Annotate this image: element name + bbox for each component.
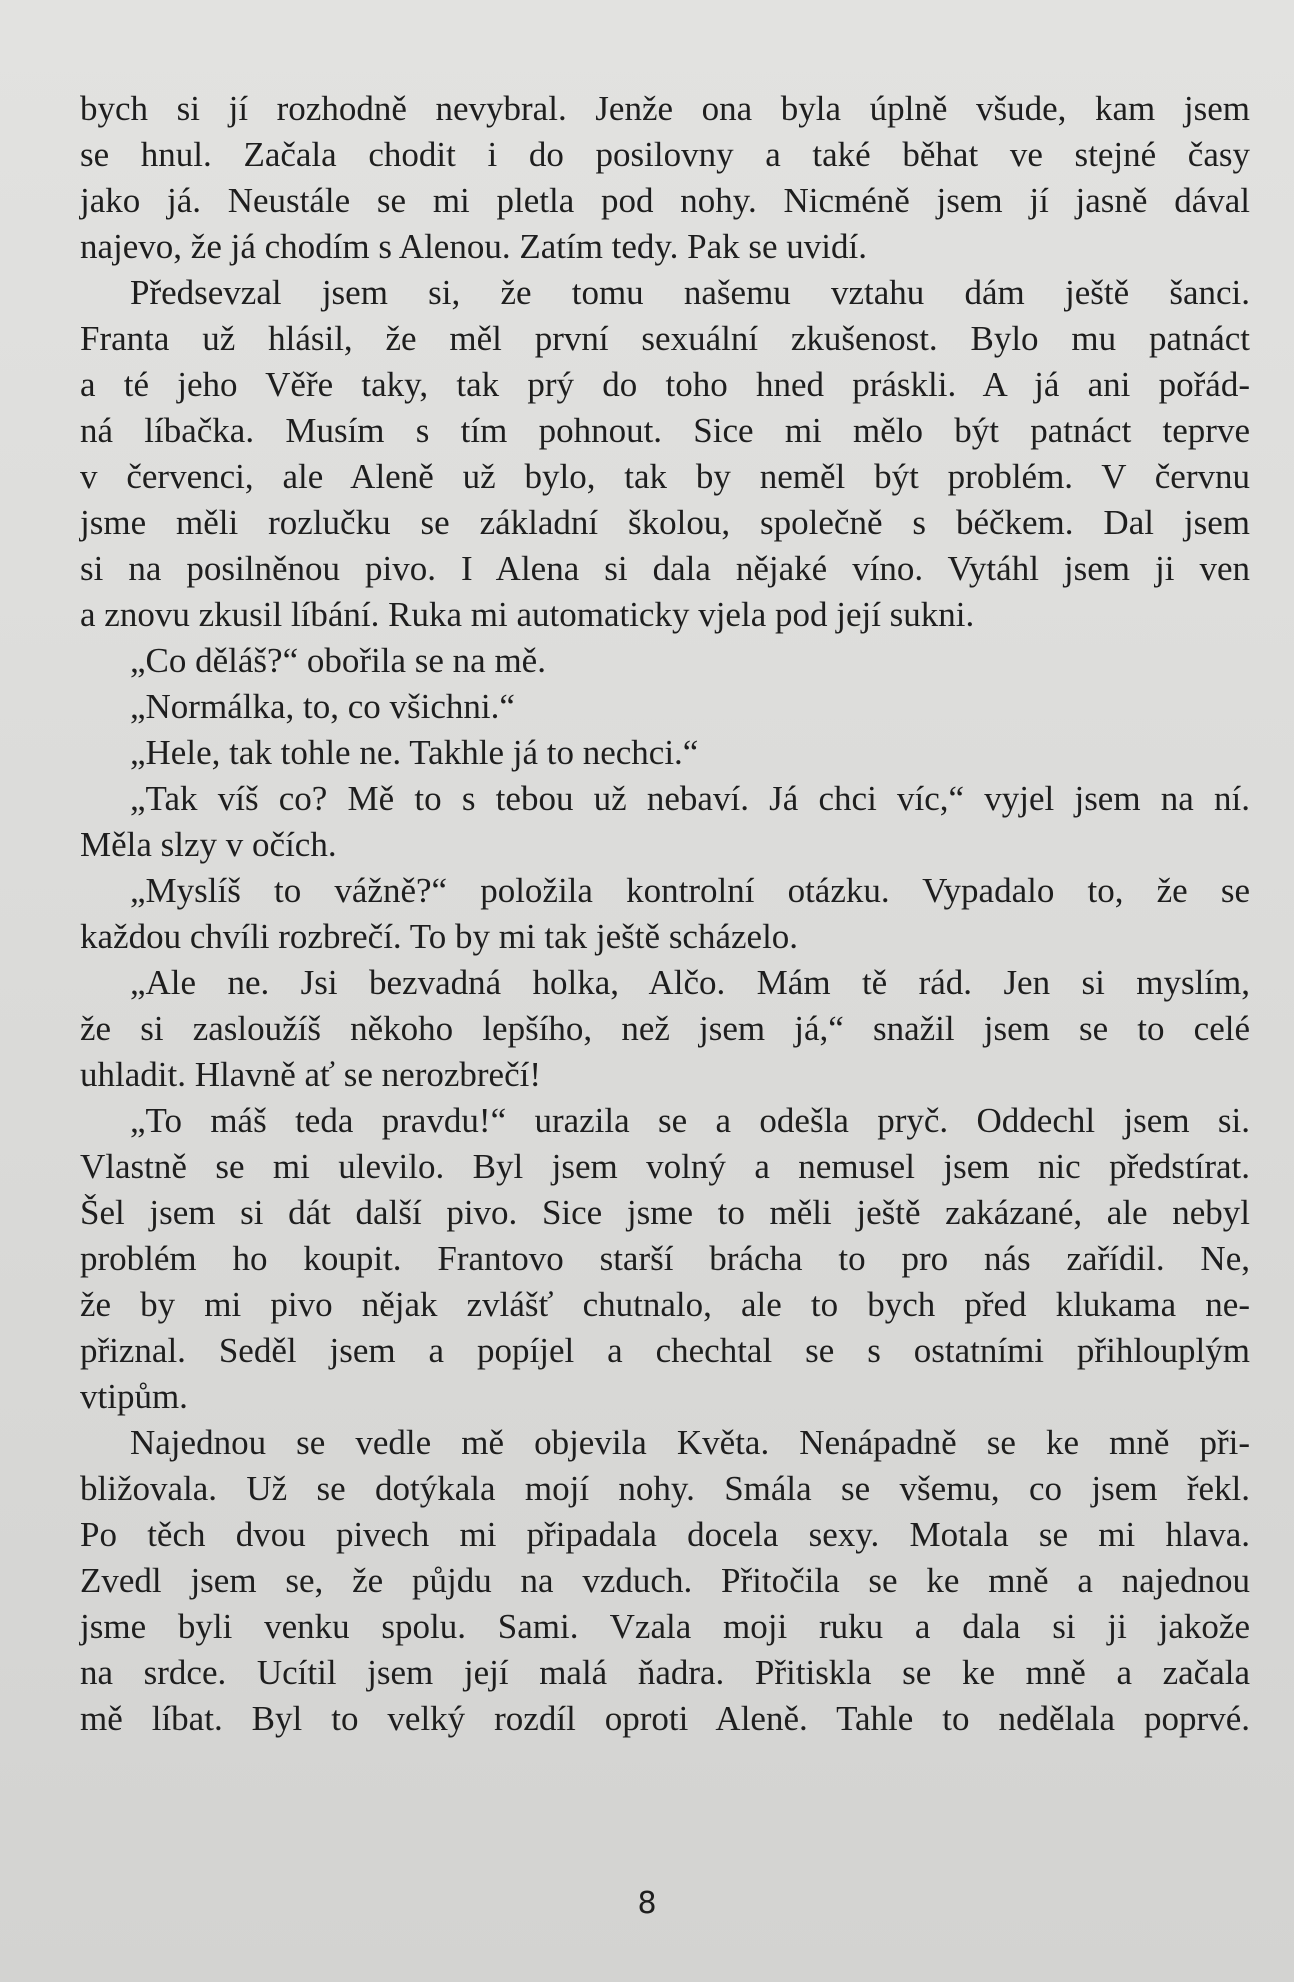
text-line: přiznal. Seděl jsem a popíjel a chechtal se s ostatními přihlouplým bbox=[80, 1331, 1250, 1370]
text-line: Zvedl jsem se, že půjdu na vzduch. Přitočila se ke mně a najednou bbox=[80, 1561, 1250, 1600]
text-line: uhladit. Hlavně ať se nerozbrečí! bbox=[80, 1055, 541, 1094]
text-line: Franta už hlásil, že měl první sexuální zkušenost. Bylo mu patnáct bbox=[80, 319, 1250, 358]
text-line: mě líbat. Byl to velký rozdíl oproti Aleně. Tahle to nedělala poprvé. bbox=[80, 1699, 1250, 1738]
text-line: jako já. Neustále se mi pletla pod nohy. Nicméně jsem jí jasně dával bbox=[80, 181, 1250, 220]
text-line: na srdce. Ucítil jsem její malá ňadra. Přitiskla se ke mně a začala bbox=[80, 1653, 1250, 1692]
text-line: že si zasloužíš někoho lepšího, než jsem já,“ snažil jsem se to celé bbox=[80, 1009, 1250, 1048]
text-line: bližovala. Už se dotýkala mojí nohy. Smála se všemu, co jsem řekl. bbox=[80, 1469, 1250, 1508]
text-line: a znovu zkusil líbání. Ruka mi automaticky vjela pod její sukni. bbox=[80, 595, 975, 634]
text-line: jsme měli rozlučku se základní školou, společně s béčkem. Dal jsem bbox=[80, 503, 1250, 542]
text-line: „To máš teda pravdu!“ urazila se a odešla pryč. Oddechl jsem si. bbox=[130, 1101, 1250, 1140]
text-line: problém ho koupit. Frantovo starší brácha to pro nás zařídil. Ne, bbox=[80, 1239, 1250, 1278]
text-line: „Co děláš?“ obořila se na mě. bbox=[130, 641, 546, 680]
text-line: v červenci, ale Aleně už bylo, tak by neměl být problém. V červnu bbox=[80, 457, 1250, 496]
text-line: Měla slzy v očích. bbox=[80, 825, 337, 864]
text-line: že by mi pivo nějak zvlášť chutnalo, ale to bych před klukama ne- bbox=[80, 1285, 1250, 1324]
page-number: 8 bbox=[637, 1886, 657, 1921]
text-line: Šel jsem si dát další pivo. Sice jsme to měli ještě zakázané, ale nebyl bbox=[80, 1193, 1250, 1232]
text-line: „Ale ne. Jsi bezvadná holka, Alčo. Mám tě rád. Jen si myslím, bbox=[130, 963, 1250, 1002]
text-line: bych si jí rozhodně nevybral. Jenže ona byla úplně všude, kam jsem bbox=[80, 89, 1250, 128]
text-line: Najednou se vedle mě objevila Květa. Nenápadně se ke mně při- bbox=[130, 1423, 1250, 1462]
text-line: a té jeho Věře taky, tak prý do toho hned práskli. A já ani pořád- bbox=[80, 365, 1250, 404]
text-line: Vlastně se mi ulevilo. Byl jsem volný a nemusel jsem nic předstírat. bbox=[80, 1147, 1250, 1186]
text-line: se hnul. Začala chodit i do posilovny a také běhat ve stejné časy bbox=[80, 135, 1250, 174]
text-line: „Myslíš to vážně?“ položila kontrolní otázku. Vypadalo to, že se bbox=[130, 871, 1250, 910]
text-line: „Normálka, to, co všichni.“ bbox=[130, 687, 515, 726]
text-line: jsme byli venku spolu. Sami. Vzala moji ruku a dala si ji jakože bbox=[80, 1607, 1250, 1646]
text-line: vtipům. bbox=[80, 1377, 188, 1416]
text-line: „Tak víš co? Mě to s tebou už nebaví. Já chci víc,“ vyjel jsem na ní. bbox=[130, 779, 1250, 818]
text-line: Po těch dvou pivech mi připadala docela sexy. Motala se mi hlava. bbox=[80, 1515, 1250, 1554]
text-line: najevo, že já chodím s Alenou. Zatím tedy. Pak se uvidí. bbox=[80, 227, 868, 266]
text-line: si na posilněnou pivo. I Alena si dala nějaké víno. Vytáhl jsem ji ven bbox=[80, 549, 1250, 588]
text-line: „Hele, tak tohle ne. Takhle já to nechci.“ bbox=[130, 733, 699, 772]
text-line: Předsevzal jsem si, že tomu našemu vztahu dám ještě šanci. bbox=[130, 273, 1250, 312]
text-line: každou chvíli rozbrečí. To by mi tak ještě scházelo. bbox=[80, 917, 799, 956]
text-line: ná líbačka. Musím s tím pohnout. Sice mi mělo být patnáct teprve bbox=[80, 411, 1250, 450]
body-text bbox=[80, 86, 1250, 1742]
